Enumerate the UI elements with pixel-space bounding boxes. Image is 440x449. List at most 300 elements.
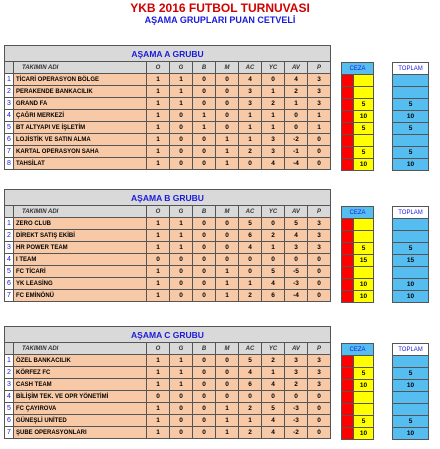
header-g: G xyxy=(170,343,193,355)
row-index: 2 xyxy=(5,230,14,242)
cell-m: 0 xyxy=(216,74,239,86)
ceza-red-cell xyxy=(342,87,354,99)
cell-b: 0 xyxy=(193,415,216,427)
ceza-value xyxy=(354,267,374,279)
toplam-value xyxy=(393,75,429,87)
ceza-red-cell xyxy=(342,219,354,231)
toplam-value: 10 xyxy=(393,279,429,291)
cell-ac: 0 xyxy=(239,391,262,403)
table-row xyxy=(5,122,331,134)
table-row xyxy=(5,218,331,230)
cell-g: 0 xyxy=(170,403,193,415)
ceza-value xyxy=(354,356,374,368)
cell-b: 0 xyxy=(193,427,216,439)
cell-av: 0 xyxy=(285,122,308,134)
spacer xyxy=(374,219,393,231)
team-name: PERAKENDE BANKACILIK xyxy=(14,86,147,98)
cell-g: 0 xyxy=(170,391,193,403)
cell-ac: 2 xyxy=(239,290,262,302)
cell-g: 1 xyxy=(170,98,193,110)
cell-p: 0 xyxy=(308,415,331,427)
ceza-value: 10 xyxy=(354,428,374,440)
cell-p: 3 xyxy=(308,218,331,230)
penalty-row xyxy=(342,267,429,279)
ceza-value: 5 xyxy=(354,416,374,428)
cell-m: 0 xyxy=(216,110,239,122)
cell-o: 1 xyxy=(147,290,170,302)
table-row xyxy=(5,290,331,302)
cell-ac: 2 xyxy=(239,427,262,439)
cell-g: 1 xyxy=(170,86,193,98)
ceza-red-cell xyxy=(342,159,354,171)
cell-p: 3 xyxy=(308,355,331,367)
toplam-value: 5 xyxy=(393,416,429,428)
header-index xyxy=(5,343,14,355)
spacer xyxy=(374,416,393,428)
toplam-header: TOPLAM xyxy=(393,207,429,219)
cell-ac: 1 xyxy=(239,415,262,427)
spacer xyxy=(374,243,393,255)
penalty-row xyxy=(342,87,429,99)
row-index: 3 xyxy=(5,98,14,110)
cell-av: 5 xyxy=(285,218,308,230)
team-name: BİLİŞİM TEK. VE OPR YÖNETİMİ xyxy=(14,391,147,403)
penalty-row xyxy=(342,392,429,404)
cell-b: 0 xyxy=(193,146,216,158)
ceza-value: 10 xyxy=(354,380,374,392)
toplam-value: 10 xyxy=(393,428,429,440)
cell-av: 1 xyxy=(285,98,308,110)
team-name: YK LEASİNG xyxy=(14,278,147,290)
cell-o: 1 xyxy=(147,379,170,391)
toplam-value: 5 xyxy=(393,99,429,111)
cell-o: 1 xyxy=(147,242,170,254)
group-title: AŞAMA C GRUBU xyxy=(5,327,331,343)
ceza-red-cell xyxy=(342,392,354,404)
ceza-red-cell xyxy=(342,255,354,267)
cell-ac: 1 xyxy=(239,110,262,122)
cell-b: 1 xyxy=(193,110,216,122)
penalty-row xyxy=(342,111,429,123)
cell-yc: 6 xyxy=(262,290,285,302)
spacer xyxy=(374,279,393,291)
cell-o: 1 xyxy=(147,355,170,367)
table-row xyxy=(5,254,331,266)
cell-p: 3 xyxy=(308,367,331,379)
row-index: 5 xyxy=(5,122,14,134)
spacer xyxy=(374,428,393,440)
spacer xyxy=(374,255,393,267)
cell-b: 0 xyxy=(193,74,216,86)
cell-p: 3 xyxy=(308,242,331,254)
cell-yc: 0 xyxy=(262,218,285,230)
cell-ac: 4 xyxy=(239,367,262,379)
header-g: G xyxy=(170,206,193,218)
table-row xyxy=(5,379,331,391)
cell-g: 1 xyxy=(170,74,193,86)
cell-av: -1 xyxy=(285,146,308,158)
row-index: 3 xyxy=(5,379,14,391)
cell-ac: 6 xyxy=(239,230,262,242)
cell-ac: 6 xyxy=(239,379,262,391)
cell-av: 3 xyxy=(285,367,308,379)
cell-b: 0 xyxy=(193,266,216,278)
ceza-value: 5 xyxy=(354,368,374,380)
team-name: TAHSİLAT xyxy=(14,158,147,170)
cell-yc: 4 xyxy=(262,278,285,290)
team-name: HR POWER TEAM xyxy=(14,242,147,254)
team-name: BT ALTYAPI VE İŞLETİM xyxy=(14,122,147,134)
cell-o: 1 xyxy=(147,427,170,439)
group-block xyxy=(4,189,331,302)
header-b: B xyxy=(193,62,216,74)
spacer xyxy=(374,356,393,368)
row-index: 5 xyxy=(5,403,14,415)
spacer xyxy=(374,207,393,219)
cell-g: 0 xyxy=(170,278,193,290)
cell-g: 1 xyxy=(170,379,193,391)
cell-av: -3 xyxy=(285,415,308,427)
cell-m: 0 xyxy=(216,230,239,242)
cell-g: 0 xyxy=(170,254,193,266)
cell-ac: 4 xyxy=(239,242,262,254)
ceza-value: 5 xyxy=(354,243,374,255)
header-index xyxy=(5,206,14,218)
toplam-value: 5 xyxy=(393,123,429,135)
cell-p: 3 xyxy=(308,86,331,98)
penalty-row xyxy=(342,356,429,368)
team-name: KÖRFEZ FC xyxy=(14,367,147,379)
cell-b: 0 xyxy=(193,134,216,146)
cell-o: 1 xyxy=(147,415,170,427)
spacer xyxy=(374,75,393,87)
spacer xyxy=(374,111,393,123)
toplam-value: 5 xyxy=(393,243,429,255)
cell-av: 2 xyxy=(285,379,308,391)
cell-o: 1 xyxy=(147,122,170,134)
table-row xyxy=(5,98,331,110)
cell-o: 0 xyxy=(147,254,170,266)
cell-av: 0 xyxy=(285,254,308,266)
cell-m: 1 xyxy=(216,403,239,415)
table-row xyxy=(5,86,331,98)
cell-p: 3 xyxy=(308,230,331,242)
cell-o: 1 xyxy=(147,230,170,242)
ceza-red-cell xyxy=(342,267,354,279)
cell-p: 0 xyxy=(308,290,331,302)
header-yc: YC xyxy=(262,343,285,355)
penalty-row xyxy=(342,231,429,243)
penalty-panel xyxy=(341,206,429,303)
spacer xyxy=(374,380,393,392)
header-b: B xyxy=(193,343,216,355)
spacer xyxy=(374,159,393,171)
header-p: P xyxy=(308,62,331,74)
cell-yc: 3 xyxy=(262,134,285,146)
cell-g: 0 xyxy=(170,134,193,146)
ceza-value: 10 xyxy=(354,291,374,303)
cell-m: 0 xyxy=(216,367,239,379)
spacer xyxy=(374,368,393,380)
cell-o: 1 xyxy=(147,146,170,158)
cell-yc: 4 xyxy=(262,379,285,391)
cell-av: -2 xyxy=(285,427,308,439)
spacer xyxy=(374,291,393,303)
cell-yc: 0 xyxy=(262,391,285,403)
team-name: ÖZEL BANKACILIK xyxy=(14,355,147,367)
ceza-red-cell xyxy=(342,368,354,380)
team-name: ZERO CLUB xyxy=(14,218,147,230)
header-yc: YC xyxy=(262,62,285,74)
penalty-row xyxy=(342,255,429,267)
toplam-value xyxy=(393,392,429,404)
cell-m: 0 xyxy=(216,242,239,254)
cell-m: 0 xyxy=(216,98,239,110)
team-name: I TEAM xyxy=(14,254,147,266)
team-name: FC ÇAYIROVA xyxy=(14,403,147,415)
cell-p: 0 xyxy=(308,427,331,439)
table-row xyxy=(5,230,331,242)
header-p: P xyxy=(308,206,331,218)
table-row xyxy=(5,110,331,122)
row-index: 6 xyxy=(5,134,14,146)
penalty-row xyxy=(342,135,429,147)
cell-g: 0 xyxy=(170,290,193,302)
header-b: B xyxy=(193,206,216,218)
toplam-value: 10 xyxy=(393,111,429,123)
cell-av: 0 xyxy=(285,110,308,122)
header-yc: YC xyxy=(262,206,285,218)
ceza-value xyxy=(354,75,374,87)
table-row xyxy=(5,266,331,278)
cell-g: 1 xyxy=(170,355,193,367)
ceza-value xyxy=(354,231,374,243)
header-o: O xyxy=(147,62,170,74)
row-index: 4 xyxy=(5,391,14,403)
team-name: LOJİSTİK VE SATIN ALMA xyxy=(14,134,147,146)
cell-m: 1 xyxy=(216,278,239,290)
cell-av: -2 xyxy=(285,134,308,146)
team-name: GÜNEŞLİ UNİTED xyxy=(14,415,147,427)
cell-o: 1 xyxy=(147,266,170,278)
ceza-red-cell xyxy=(342,428,354,440)
cell-m: 1 xyxy=(216,158,239,170)
cell-p: 0 xyxy=(308,146,331,158)
penalty-panel xyxy=(341,62,429,171)
row-index: 4 xyxy=(5,110,14,122)
group-block xyxy=(4,45,331,170)
header-o: O xyxy=(147,206,170,218)
ceza-value xyxy=(354,135,374,147)
cell-yc: 0 xyxy=(262,254,285,266)
ceza-header: CEZA xyxy=(342,63,374,75)
cell-m: 0 xyxy=(216,86,239,98)
cell-yc: 2 xyxy=(262,355,285,367)
team-name: DİREKT SATIŞ EKİBİ xyxy=(14,230,147,242)
cell-o: 1 xyxy=(147,98,170,110)
penalty-row xyxy=(342,428,429,440)
cell-o: 1 xyxy=(147,158,170,170)
penalty-row xyxy=(342,243,429,255)
cell-o: 1 xyxy=(147,86,170,98)
cell-g: 0 xyxy=(170,415,193,427)
cell-o: 1 xyxy=(147,110,170,122)
cell-g: 0 xyxy=(170,110,193,122)
penalty-row xyxy=(342,279,429,291)
cell-p: 0 xyxy=(308,134,331,146)
row-index: 2 xyxy=(5,367,14,379)
cell-o: 1 xyxy=(147,74,170,86)
cell-g: 0 xyxy=(170,122,193,134)
cell-m: 0 xyxy=(216,254,239,266)
cell-g: 1 xyxy=(170,218,193,230)
cell-m: 0 xyxy=(216,122,239,134)
cell-p: 3 xyxy=(308,98,331,110)
cell-yc: 2 xyxy=(262,98,285,110)
cell-yc: 3 xyxy=(262,146,285,158)
ceza-red-cell xyxy=(342,416,354,428)
penalty-row xyxy=(342,219,429,231)
ceza-red-cell xyxy=(342,380,354,392)
penalty-row xyxy=(342,380,429,392)
table-row xyxy=(5,403,331,415)
ceza-value: 5 xyxy=(354,123,374,135)
cell-p: 0 xyxy=(308,266,331,278)
cell-g: 1 xyxy=(170,242,193,254)
header-av: AV xyxy=(285,62,308,74)
row-index: 7 xyxy=(5,146,14,158)
table-row xyxy=(5,242,331,254)
cell-b: 1 xyxy=(193,122,216,134)
penalty-row xyxy=(342,159,429,171)
cell-ac: 4 xyxy=(239,74,262,86)
cell-b: 0 xyxy=(193,218,216,230)
penalty-row xyxy=(342,99,429,111)
ceza-red-cell xyxy=(342,99,354,111)
cell-p: 0 xyxy=(308,391,331,403)
row-index: 3 xyxy=(5,242,14,254)
toplam-value xyxy=(393,219,429,231)
cell-yc: 1 xyxy=(262,110,285,122)
cell-b: 0 xyxy=(193,278,216,290)
cell-yc: 5 xyxy=(262,266,285,278)
ceza-value: 10 xyxy=(354,279,374,291)
header-ac: AC xyxy=(239,206,262,218)
spacer xyxy=(374,404,393,416)
cell-av: -4 xyxy=(285,290,308,302)
cell-b: 0 xyxy=(193,403,216,415)
cell-b: 0 xyxy=(193,379,216,391)
cell-m: 0 xyxy=(216,379,239,391)
cell-o: 0 xyxy=(147,391,170,403)
cell-yc: 4 xyxy=(262,415,285,427)
ceza-red-cell xyxy=(342,111,354,123)
team-name: KARTAL OPERASYON SAHA xyxy=(14,146,147,158)
ceza-value xyxy=(354,219,374,231)
toplam-value xyxy=(393,404,429,416)
toplam-header: TOPLAM xyxy=(393,344,429,356)
cell-o: 1 xyxy=(147,367,170,379)
cell-av: -3 xyxy=(285,278,308,290)
cell-g: 1 xyxy=(170,230,193,242)
cell-o: 1 xyxy=(147,218,170,230)
table-row xyxy=(5,367,331,379)
toplam-value xyxy=(393,135,429,147)
toplam-header: TOPLAM xyxy=(393,63,429,75)
cell-yc: 5 xyxy=(262,403,285,415)
cell-b: 0 xyxy=(193,290,216,302)
header-p: P xyxy=(308,343,331,355)
team-name: FC EMİNÖNÜ xyxy=(14,290,147,302)
cell-av: -4 xyxy=(285,158,308,170)
team-name: ŞUBE OPERASYONLARI xyxy=(14,427,147,439)
cell-av: -3 xyxy=(285,403,308,415)
cell-yc: 1 xyxy=(262,86,285,98)
cell-yc: 2 xyxy=(262,230,285,242)
cell-ac: 0 xyxy=(239,254,262,266)
row-index: 1 xyxy=(5,355,14,367)
cell-o: 1 xyxy=(147,278,170,290)
header-ac: AC xyxy=(239,62,262,74)
ceza-value xyxy=(354,392,374,404)
row-index: 7 xyxy=(5,290,14,302)
row-index: 6 xyxy=(5,278,14,290)
ceza-red-cell xyxy=(342,231,354,243)
cell-ac: 1 xyxy=(239,122,262,134)
standings-table xyxy=(4,45,331,170)
standings-table xyxy=(4,326,331,439)
cell-p: 3 xyxy=(308,74,331,86)
header-m: M xyxy=(216,206,239,218)
cell-g: 0 xyxy=(170,146,193,158)
cell-av: 3 xyxy=(285,355,308,367)
header-m: M xyxy=(216,343,239,355)
header-ac: AC xyxy=(239,343,262,355)
cell-av: 4 xyxy=(285,74,308,86)
cell-yc: 4 xyxy=(262,427,285,439)
cell-g: 0 xyxy=(170,158,193,170)
team-name: GRAND FA xyxy=(14,98,147,110)
spacer xyxy=(374,344,393,356)
cell-g: 0 xyxy=(170,266,193,278)
penalty-row xyxy=(342,404,429,416)
ceza-value: 10 xyxy=(354,111,374,123)
cell-yc: 1 xyxy=(262,122,285,134)
cell-m: 1 xyxy=(216,290,239,302)
ceza-value: 5 xyxy=(354,147,374,159)
group-block xyxy=(4,326,331,439)
cell-b: 0 xyxy=(193,98,216,110)
toplam-value: 5 xyxy=(393,147,429,159)
penalty-row xyxy=(342,416,429,428)
row-index: 6 xyxy=(5,415,14,427)
cell-ac: 3 xyxy=(239,86,262,98)
row-index: 4 xyxy=(5,254,14,266)
cell-o: 1 xyxy=(147,403,170,415)
toplam-value xyxy=(393,267,429,279)
toplam-value xyxy=(393,356,429,368)
row-index: 1 xyxy=(5,218,14,230)
cell-p: 0 xyxy=(308,403,331,415)
header-team: TAKIMIN ADI xyxy=(14,206,147,218)
row-index: 1 xyxy=(5,74,14,86)
spacer xyxy=(374,87,393,99)
row-index: 5 xyxy=(5,266,14,278)
page-subtitle: AŞAMA GRUPLARI PUAN CETVELİ xyxy=(144,15,296,25)
penalty-row xyxy=(342,75,429,87)
cell-p: 3 xyxy=(308,379,331,391)
spacer xyxy=(374,231,393,243)
